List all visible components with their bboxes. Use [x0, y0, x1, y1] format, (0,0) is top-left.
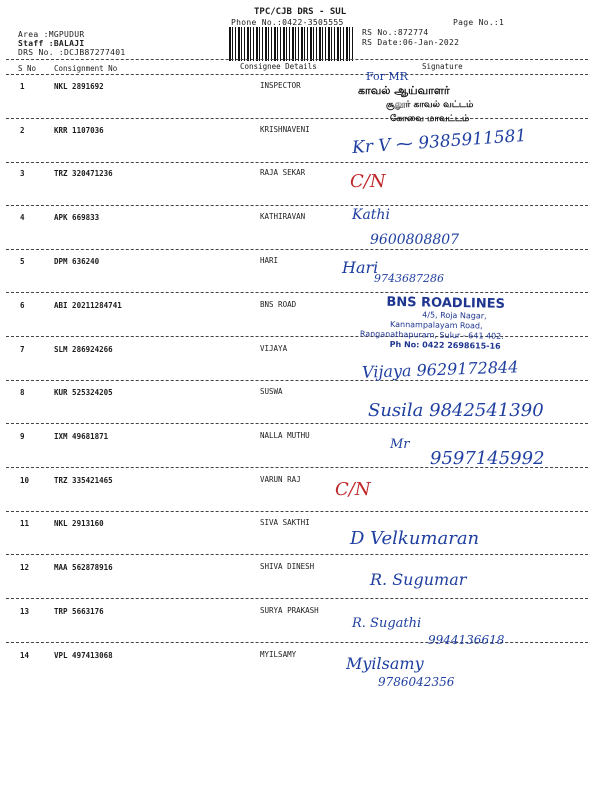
row-consignee: SHIVA DINESH — [260, 562, 315, 571]
row-consignment: DPM 636240 — [54, 257, 100, 266]
row-sno: 1 — [20, 82, 25, 91]
row-consignment: APK 669833 — [54, 213, 100, 222]
row-consignee: MYILSAMY — [260, 650, 297, 659]
row-consignee: INSPECTOR — [260, 81, 301, 90]
row-consignment: TRP 5663176 — [54, 607, 104, 616]
row-sno: 10 — [20, 476, 30, 485]
row-consignment: IXM 49681871 — [54, 432, 109, 441]
row-consignment: VPL 497413068 — [54, 651, 113, 660]
phone-number: Phone No.:0422-3505555 — [231, 18, 344, 27]
police-stamp: For MR காவல் ஆய்வாளர் சூலூர் காவல் வட்டம் கோவை மாவட்டம் — [358, 70, 474, 124]
signature-14: Myilsamy — [346, 654, 424, 673]
row-consignee: KATHIRAVAN — [260, 212, 306, 221]
row-sno: 2 — [20, 126, 25, 135]
page-title: TPC/CJB DRS - SUL — [254, 7, 347, 17]
barcode — [229, 27, 355, 61]
row-consignment: SLM 286924266 — [54, 345, 113, 354]
col-consignee: Consignee Details — [240, 62, 317, 71]
row-consignee: RAJA SEKAR — [260, 168, 306, 177]
signature-13-phone: 9944136618 — [428, 633, 505, 647]
row-consignee: NALLA MUTHU — [260, 431, 310, 440]
col-consignment: Consignment No — [54, 64, 118, 73]
divider — [6, 423, 588, 424]
signature-9: Mr — [390, 437, 410, 452]
divider — [6, 380, 588, 381]
row-consignment: ABI 20211284741 — [54, 301, 122, 310]
col-sno: S No — [18, 64, 37, 73]
signature-11: D Velkumaran — [350, 528, 480, 549]
row-consignee: SUSWA — [260, 387, 283, 396]
col-signature: Signature — [422, 62, 463, 71]
signature-5-phone: 9743687286 — [374, 272, 444, 285]
row-consignment: MAA 562878916 — [54, 563, 113, 572]
divider — [6, 162, 588, 163]
signature-cn: C/N — [350, 171, 386, 192]
row-consignment: TRZ 320471236 — [54, 169, 113, 178]
row-sno: 9 — [20, 432, 25, 441]
area-label: Area :MGPUDUR — [18, 30, 85, 39]
divider — [6, 511, 588, 512]
signature-13: R. Sugathi — [352, 616, 422, 631]
staff-label: Staff :BALAJI — [18, 39, 85, 48]
divider — [6, 554, 588, 555]
divider — [6, 249, 588, 250]
signature-4-phone: 9600808807 — [370, 232, 460, 248]
row-consignee: HARI — [260, 256, 279, 265]
row-consignee: VARUN RAJ — [260, 475, 301, 484]
signature-8: Susila 9842541390 — [368, 400, 544, 421]
row-consignee: SURYA PRAKASH — [260, 606, 319, 615]
row-consignee: BNS ROAD — [260, 300, 297, 309]
signature-4: Kathi — [352, 207, 390, 223]
row-sno: 11 — [20, 519, 30, 528]
row-consignment: KUR 525324205 — [54, 388, 113, 397]
row-consignment: NKL 2913160 — [54, 519, 104, 528]
row-consignment: NKL 2891692 — [54, 82, 104, 91]
signature-5: Hari — [342, 258, 379, 277]
row-sno: 12 — [20, 563, 30, 572]
row-sno: 8 — [20, 388, 25, 397]
divider — [6, 292, 588, 293]
row-sno: 7 — [20, 345, 25, 354]
signature-7: Vijaya 9629172844 — [361, 357, 519, 382]
divider — [6, 598, 588, 599]
row-sno: 14 — [20, 651, 30, 660]
drs-number: DRS No. :DCJB87277401 — [18, 48, 126, 57]
signature-2: Kr V ⁓ 9385911581 — [351, 125, 527, 159]
row-sno: 3 — [20, 169, 25, 178]
row-sno: 6 — [20, 301, 25, 310]
divider — [6, 59, 588, 60]
row-consignee: KRISHNAVENI — [260, 125, 310, 134]
signature-9-phone: 9597145992 — [430, 448, 545, 469]
signature-12: R. Sugumar — [370, 570, 467, 589]
row-sno: 4 — [20, 213, 25, 222]
signature-14-phone: 9786042356 — [378, 675, 455, 689]
rs-date: RS Date:06-Jan-2022 — [362, 38, 460, 47]
signature-cn-2: C/N — [335, 479, 371, 500]
row-consignee: SIVA SAKTHI — [260, 518, 310, 527]
bns-roadlines-stamp: BNS ROADLINES 4/5, Roja Nagar, Kannampalayam Road, Ranganathapuram, Sulur - 641 402. Ph No: 0422 2698615-16 — [359, 294, 506, 351]
page-number: Page No.:1 — [453, 18, 505, 27]
row-consignment: TRZ 335421465 — [54, 476, 113, 485]
row-sno: 5 — [20, 257, 25, 266]
row-sno: 13 — [20, 607, 30, 616]
divider — [6, 205, 588, 206]
row-consignee: VIJAYA — [260, 344, 288, 353]
row-consignment: KRR 1107036 — [54, 126, 104, 135]
rs-number: RS No.:872774 — [362, 28, 429, 37]
